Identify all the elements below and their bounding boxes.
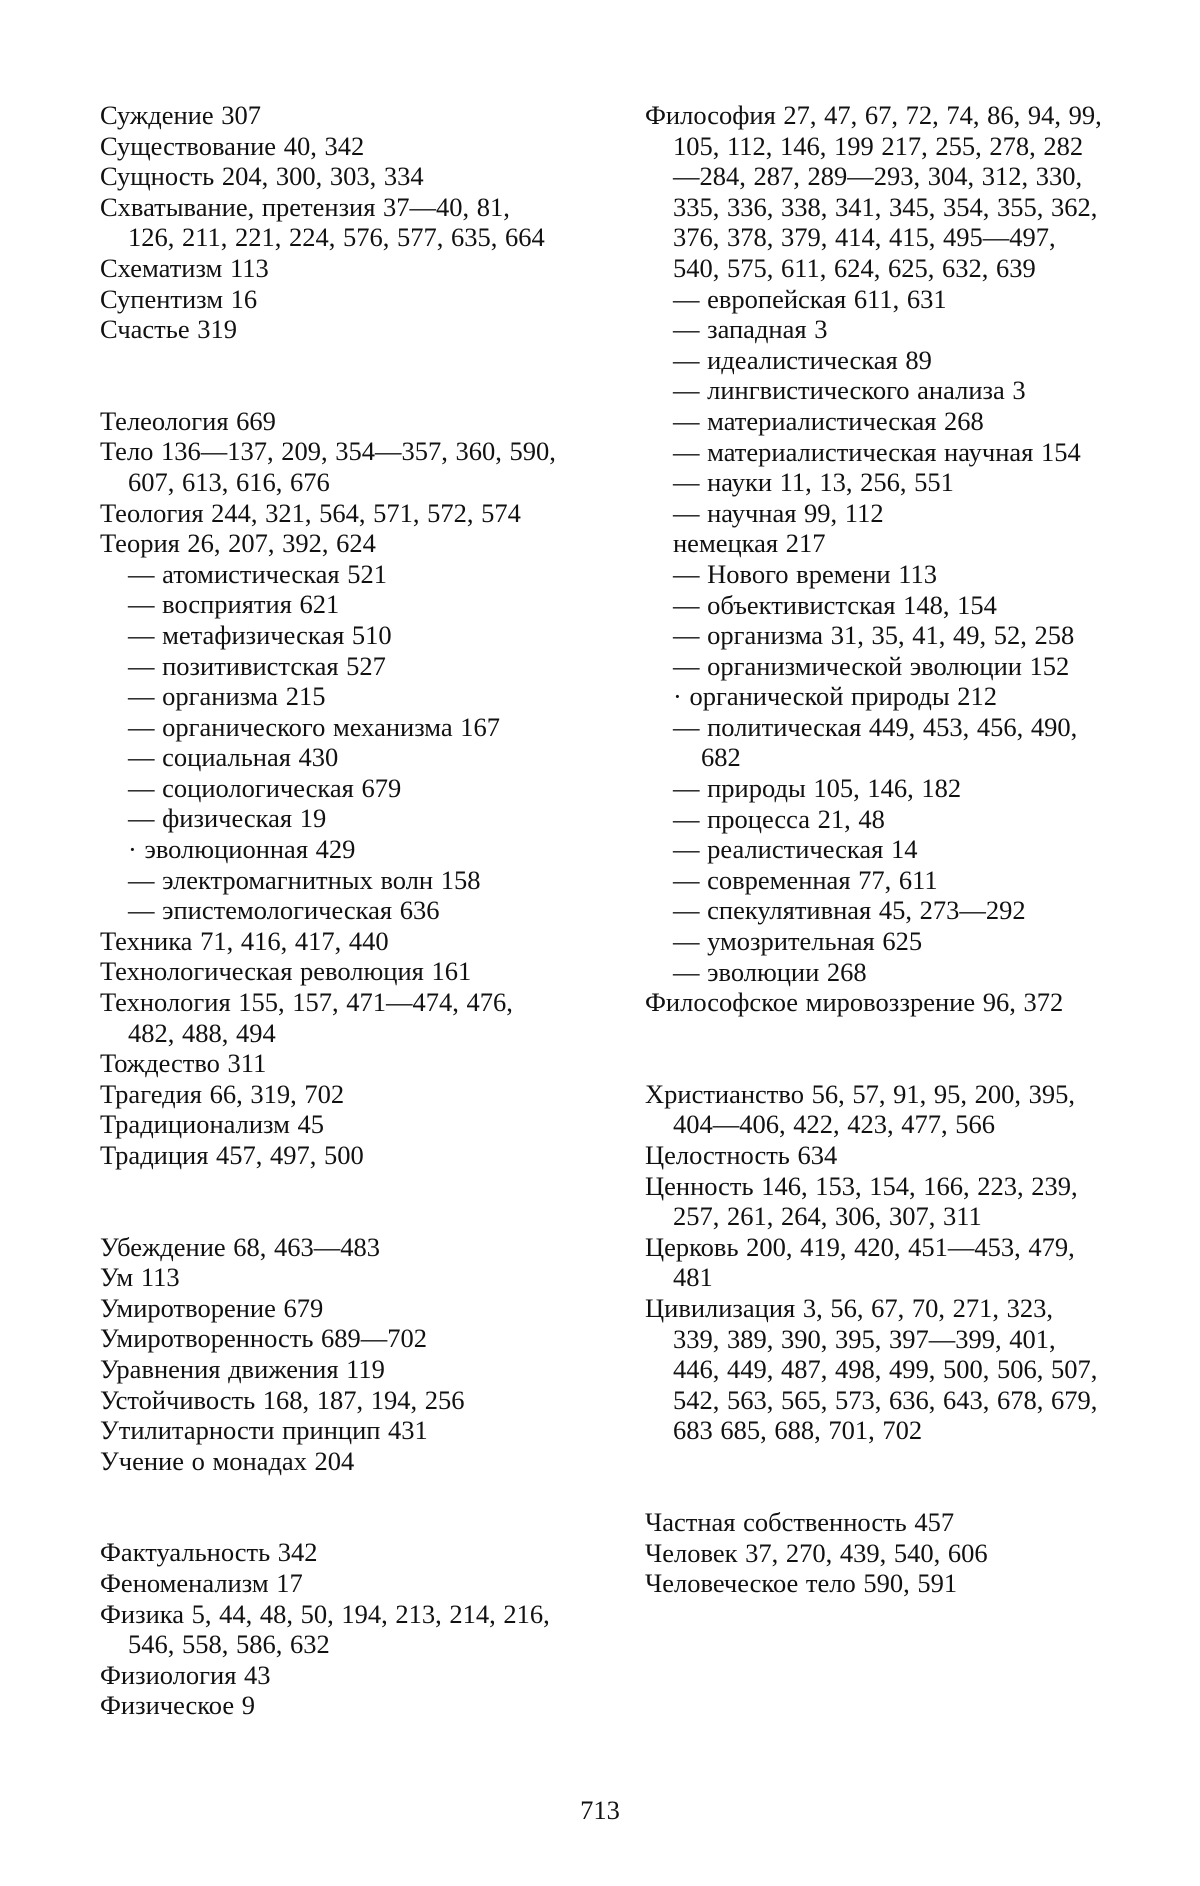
index-entry: Существование 40, 342 [100, 130, 365, 161]
index-subentry: — физическая 19 [128, 803, 327, 834]
index-subentry: — позитивистская 527 [128, 650, 386, 681]
index-subentry: — атомистическая 521 [128, 558, 387, 589]
index-entry: Целостность 634 [645, 1140, 838, 1170]
index-entry: Умиротворенность 689—702 [100, 1323, 428, 1354]
index-subentry: — современная 77, 611 [673, 864, 938, 895]
index-entry: Традиционализм 45 [100, 1109, 325, 1140]
index-subentry: — восприятия 621 [128, 589, 340, 620]
index-entry: Христианство 56, 57, 91, 95, 200, 395, 404—406, 422, 423, 477, 566 [645, 1078, 1075, 1140]
index-entry: Убеждение 68, 463—483 [100, 1231, 381, 1262]
index-entry: Философия 27, 47, 67, 72, 74, 86, 94, 99, 105, 112, 146, 199 217, 255, 278, 282—284, 287, 289—293, 304, 312, 330, 335, 336, 338, 341, 345, 354, 355, 362, 376, 378, 379, 414, 415, 495—497, 540, 575, 611, 624, 625, 632, 639 [645, 100, 1102, 283]
index-subentry: · эволюционная 429 [128, 834, 356, 865]
index-entry: Философское мировоззрение 96, 372 [645, 987, 1064, 1018]
index-subentry: — спекулятивная 45, 273—292 [673, 895, 1026, 926]
index-entry: Феноменализм 17 [100, 1567, 303, 1598]
index-entry: Церковь 200, 419, 420, 451—453, 479, 481 [645, 1231, 1075, 1293]
index-entry: Телеология 669 [100, 405, 276, 436]
index-entry: Утилитарности принцип 431 [100, 1415, 428, 1446]
index-subentry: — эволюции 268 [673, 956, 867, 987]
index-entry: Физиология 43 [100, 1659, 271, 1690]
index-entry: Трагедия 66, 319, 702 [100, 1078, 345, 1109]
index-subentry: — природы 105, 146, 182 [673, 773, 962, 804]
index-subentry: — умозрительная 625 [673, 926, 923, 957]
index-entry: Частная собственность 457 [645, 1506, 955, 1537]
index-subentry: — материалистическая 268 [673, 405, 984, 436]
index-subentry: — электромагнитных волн 158 [128, 864, 481, 895]
index-entry: Фактуальность 342 [100, 1537, 318, 1568]
section-gap [645, 1018, 1105, 1079]
index-entry: Физическое 9 [100, 1690, 256, 1721]
index-entry: Умиротворение 679 [100, 1292, 324, 1323]
index-subentry: — реалистическая 14 [673, 834, 918, 865]
index-subentry: — научная 99, 112 [673, 497, 884, 528]
index-entry: Устойчивость 168, 187, 194, 256 [100, 1384, 465, 1415]
index-entry: Традиция 457, 497, 500 [100, 1140, 364, 1170]
index-entry: Схематизм 113 [100, 252, 269, 283]
index-entry: Тело 136—137, 209, 354—357, 360, 590, 607, 613, 616, 676 [100, 436, 556, 497]
index-entry: Человеческое тело 590, 591 [645, 1568, 958, 1599]
index-entry: Схватывание, претензия 37—40, 81, 126, 211, 221, 224, 576, 577, 635, 664 [100, 191, 545, 253]
index-entry: Технологическая революция 161 [100, 956, 472, 987]
index-subentry: — материалистическая научная 154 [673, 436, 1081, 467]
index-entry: Тождество 311 [100, 1048, 267, 1079]
index-subentry: — организма 31, 35, 41, 49, 52, 258 [673, 620, 1075, 651]
index-entry: Человек 37, 270, 439, 540, 606 [645, 1537, 988, 1568]
index-subentry: — европейская 611, 631 [673, 283, 947, 314]
index-subentry: — политическая 449, 453, 456, 490, 682 [673, 711, 1078, 773]
index-subentry: — социальная 430 [128, 742, 339, 773]
index-subentry: — западная 3 [673, 314, 828, 345]
index-subentry: — процесса 21, 48 [673, 803, 885, 834]
index-subentry: — идеалистическая 89 [673, 344, 932, 375]
index-subentry: — организмической эволюции 152 [673, 650, 1070, 681]
section-gap [100, 1476, 556, 1537]
index-entry: Теория 26, 207, 392, 624 [100, 528, 376, 559]
index-subentry: · органической природы 212 [673, 681, 998, 712]
index-subentry: — Нового времени 113 [673, 558, 937, 589]
index-subentry: — социологическая 679 [128, 772, 402, 803]
index-subentry: — объективистская 148, 154 [673, 589, 997, 620]
section-gap [100, 345, 556, 406]
index-subentry: немецкая 217 [673, 528, 826, 559]
index-entry: Суждение 307 [100, 100, 261, 130]
index-subentry: — организма 215 [128, 681, 326, 712]
index-entry: Счастье 319 [100, 314, 237, 345]
index-entry: Ценность 146, 153, 154, 166, 223, 239, 257, 261, 264, 306, 307, 311 [645, 1170, 1078, 1232]
index-entry: Учение о монадах 204 [100, 1445, 355, 1476]
index-subentry: — органического механизма 167 [128, 711, 501, 742]
index-subentry: — метафизическая 510 [128, 619, 392, 650]
section-gap [645, 1446, 1105, 1507]
index-entry: Супентизм 16 [100, 283, 258, 314]
index-column-left [100, 100, 556, 1721]
section-gap [100, 1171, 556, 1232]
index-entry: Техника 71, 416, 417, 440 [100, 925, 389, 956]
index-entry: Сущность 204, 300, 303, 334 [100, 161, 424, 192]
index-entry: Ум 113 [100, 1262, 180, 1293]
index-subentry: — науки 11, 13, 256, 551 [673, 467, 954, 498]
index-subentry: — эпистемологическая 636 [128, 895, 440, 926]
index-entry: Теология 244, 321, 564, 571, 572, 574 [100, 497, 521, 528]
index-entry: Физика 5, 44, 48, 50, 194, 213, 214, 216, 546, 558, 586, 632 [100, 1598, 550, 1660]
index-entry: Цивилизация 3, 56, 67, 70, 271, 323, 339, 389, 390, 395, 397—399, 401, 446, 449, 487, 498, 499, 500, 506, 507, 542, 563, 565, 573, 636, 643, 678, 679, 683 685, 688, 701, 702 [645, 1292, 1098, 1446]
index-column-right [645, 100, 1105, 1599]
index-subentry: — лингвистического анализа 3 [673, 375, 1026, 406]
index-entry: Уравнения движения 119 [100, 1353, 385, 1384]
index-entry: Технология 155, 157, 471—474, 476, 482, 488, 494 [100, 987, 513, 1048]
page-number: 713 [580, 1795, 620, 1825]
